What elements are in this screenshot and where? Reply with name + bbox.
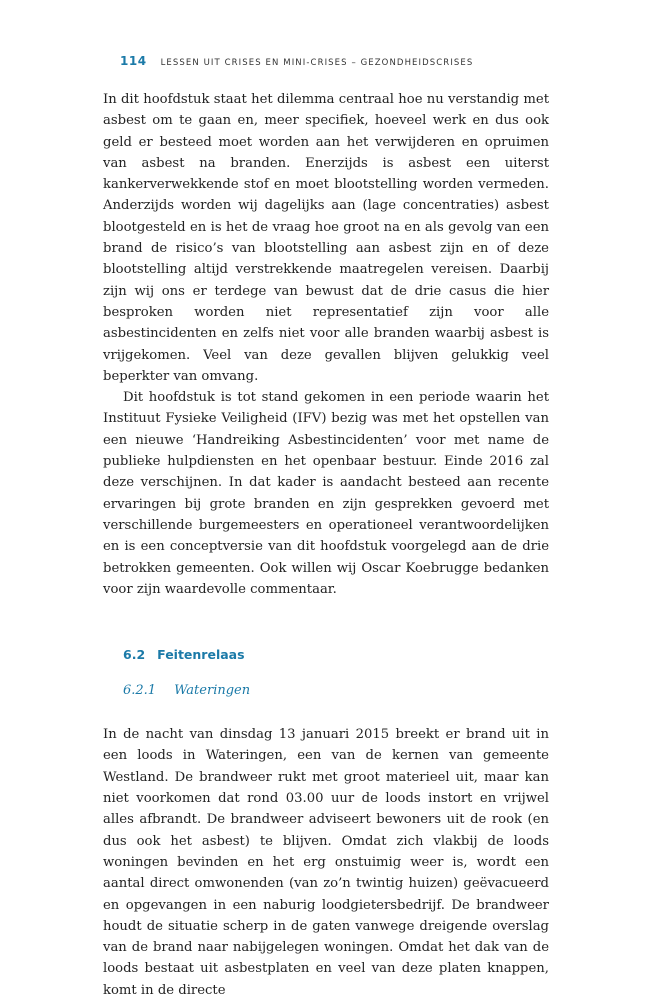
page-number: 114 (120, 54, 147, 68)
section-number: 6.2 (123, 647, 146, 663)
paragraph-context: Dit hoofdstuk is tot stand gekomen in een periode waarin het Instituut Fysieke Veiligheid (IFV) bezig was met het opstellen van een nieuwe ‘Handreiking Asbestincidenten’ voor met name de publieke hulpdiensten en het openbaar bestuur. Einde 2016 zal deze verschijnen. In dat kader is aandacht besteed aan recente ervaringen bij grote branden en zijn gesprekken gevoerd met verschillende burgemeesters en operationeel verantwoordelijken en is een conceptversie van dit hoofdstuk voorgelegd aan de drie betrokken gemeenten. Ook willen wij Oscar Koebrugge bedanken voor zijn waardevolle commentaar. (103, 390, 549, 597)
subsection-number: 6.2.1 (123, 683, 157, 699)
running-title: LESSEN UIT CRISES EN MINI-CRISES – GEZONDHEIDSCRISES (160, 58, 474, 68)
section-heading (123, 647, 549, 662)
section-title: Feitenrelaas (157, 647, 245, 663)
paragraph-intro: In dit hoofdstuk staat het dilemma centraal hoe nu verstandig met asbest om te gaan en, meer specifiek, hoeveel werk en dus ook geld er besteed moet worden aan het verwijderen en opruimen van asbest na branden. Enerzijds is asbest een uiterst kankerverwekkende stof en moet blootstelling worden vermeden. Anderzijds worden wij dagelijks aan (lage concentraties) asbest blootgesteld en is het de vraag hoe groot na en als gevolg van een brand de risico’s van blootstelling aan asbest zijn en of deze blootstelling altijd verstrekkende maatregelen vereisen. Daarbij zijn wij ons er terdege van bewust dat de drie casus die hier besproken worden niet representatief zijn voor alle asbestincidenten en zelfs niet voor alle branden waarbij asbest is vrijgekomen. Veel van deze gevallen blijven gelukkig veel beperkter van omvang. (103, 92, 549, 384)
paragraph-wateringen: In de nacht van dinsdag 13 januari 2015 breekt er brand uit in een loods in Wateringen, een van de kernen van gemeente Westland. De brandweer rukt met groot materieel uit, maar kan niet voorkomen dat rond 03.00 uur de loods instort en vrijwel alles afbrandt. De brandweer adviseert bewoners uit de rook (en dus ook het asbest) te blijven. Omdat zich vlakbij de loods woningen bevinden en het erg onstuimig weer is, wordt een aantal direct omwonenden (van zo’n twintig huizen) geëvacueerd en opgevangen in een naburig loodgietersbedrijf. De brandweer houdt de situatie scherp in de gaten vanwege dreigende overslag van de brand naar nabijgelegen woningen. Omdat het dak van de loods bestaat uit asbestplaten en veel van deze platen knappen, komt in de directe (103, 727, 549, 998)
body-text-column (103, 89, 549, 1001)
subsection-heading (123, 683, 549, 698)
running-head (120, 54, 473, 68)
subsection-title: Wateringen (174, 683, 251, 699)
